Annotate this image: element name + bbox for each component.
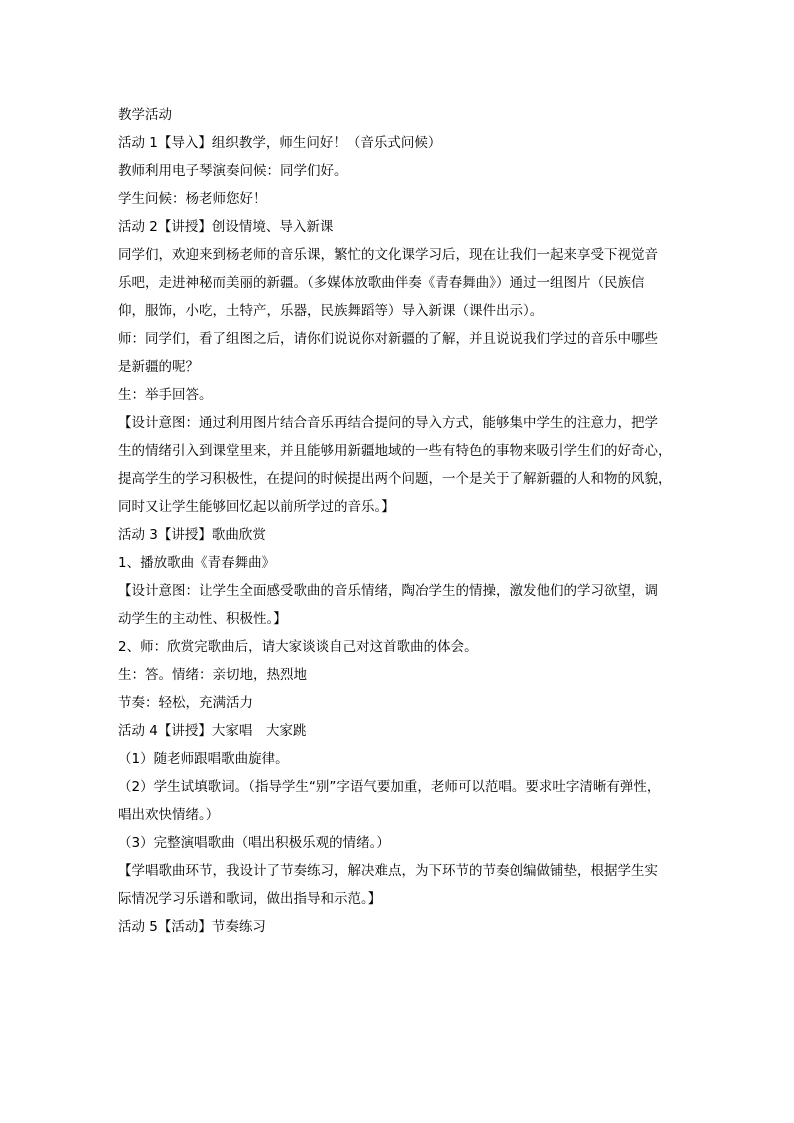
paragraph-line: 节奏：轻松，充满活力: [118, 695, 253, 711]
design-intent-line: 提高学生的学习积极性，在提问的时候提出两个问题，一个是关于了解新疆的人和物的风貌，: [118, 471, 672, 487]
paragraph-line: 同学们，欢迎来到杨老师的音乐课，繁忙的文化课学习后，现在让我们一起来享受下视觉音: [118, 247, 658, 263]
paragraph-line: 唱出欢快情绪。）: [118, 807, 220, 823]
activity-2-heading: 活动 2【讲授】创设情境、导入新课: [118, 219, 334, 235]
paragraph-line: （1）随老师跟唱歌曲旋律。: [118, 751, 289, 767]
paragraph-line: 2、师：欣赏完歌曲后，请大家谈谈自己对这首歌曲的体会。: [118, 639, 478, 655]
activity-5-heading: 活动 5【活动】节奏练习: [118, 919, 266, 935]
design-intent-line: 同时又让学生能够回忆起以前所学过的音乐。】: [118, 499, 395, 515]
paragraph-line: 学生问候：杨老师您好！: [118, 191, 267, 207]
activity-3-heading: 活动 3【讲授】歌曲欣赏: [118, 527, 266, 543]
activity-1-heading: 活动 1【导入】组织教学，师生问好！（音乐式问候）: [118, 135, 442, 151]
paragraph-line: 乐吧，走进神秘而美丽的新疆。（多媒体放歌曲伴奏《青春舞曲》）通过一组图片（民族信: [118, 275, 645, 291]
design-intent-line: 【设计意图：让学生全面感受歌曲的音乐情绪，陶冶学生的情操，激发他们的学习欲望，调: [118, 583, 658, 599]
document-body: [118, 101, 684, 941]
paragraph-line: 生：答。情绪：亲切地，热烈地: [118, 667, 307, 683]
paragraph-line: （2）学生试填歌词。（指导学生“别”字语气要加重，老师可以范唱。要求吐字清晰有弹性，: [118, 779, 661, 795]
paragraph-line: 仰，服饰，小吃，土特产，乐器，民族舞蹈等）导入新课（课件出示）。: [118, 303, 544, 319]
design-intent-line: 际情况学习乐谱和歌词，做出指导和示范。】: [118, 891, 382, 907]
activity-4-heading: 活动 4【讲授】大家唱 大家跳: [118, 723, 307, 739]
paragraph-line: （3）完整演唱歌曲（唱出积极乐观的情绪。）: [118, 835, 390, 851]
design-intent-line: 动学生的主动性、积极性。】: [118, 611, 287, 627]
design-intent-line: 【设计意图：通过利用图片结合音乐再结合提问的导入方式，能够集中学生的注意力，把学: [118, 415, 658, 431]
design-intent-line: 【学唱歌曲环节，我设计了节奏练习，解决难点，为下环节的节奏创编做铺垫，根据学生实: [118, 863, 658, 879]
paragraph-line: 师：同学们，看了组图之后，请你们说说你对新疆的了解，并且说说我们学过的音乐中哪些: [118, 331, 658, 347]
paragraph-line: 生：举手回答。: [118, 387, 213, 403]
paragraph-line: 是新疆的呢？: [118, 359, 199, 375]
paragraph-line: 1、播放歌曲《青春舞曲》: [118, 555, 276, 571]
design-intent-line: 生的情绪引入到课堂里来，并且能够用新疆地域的一些有特色的事物来吸引学生们的好奇心，: [118, 443, 672, 459]
section-heading: 教学活动: [118, 107, 172, 123]
paragraph-line: 教师利用电子琴演奏问候：同学们好。: [118, 163, 348, 179]
